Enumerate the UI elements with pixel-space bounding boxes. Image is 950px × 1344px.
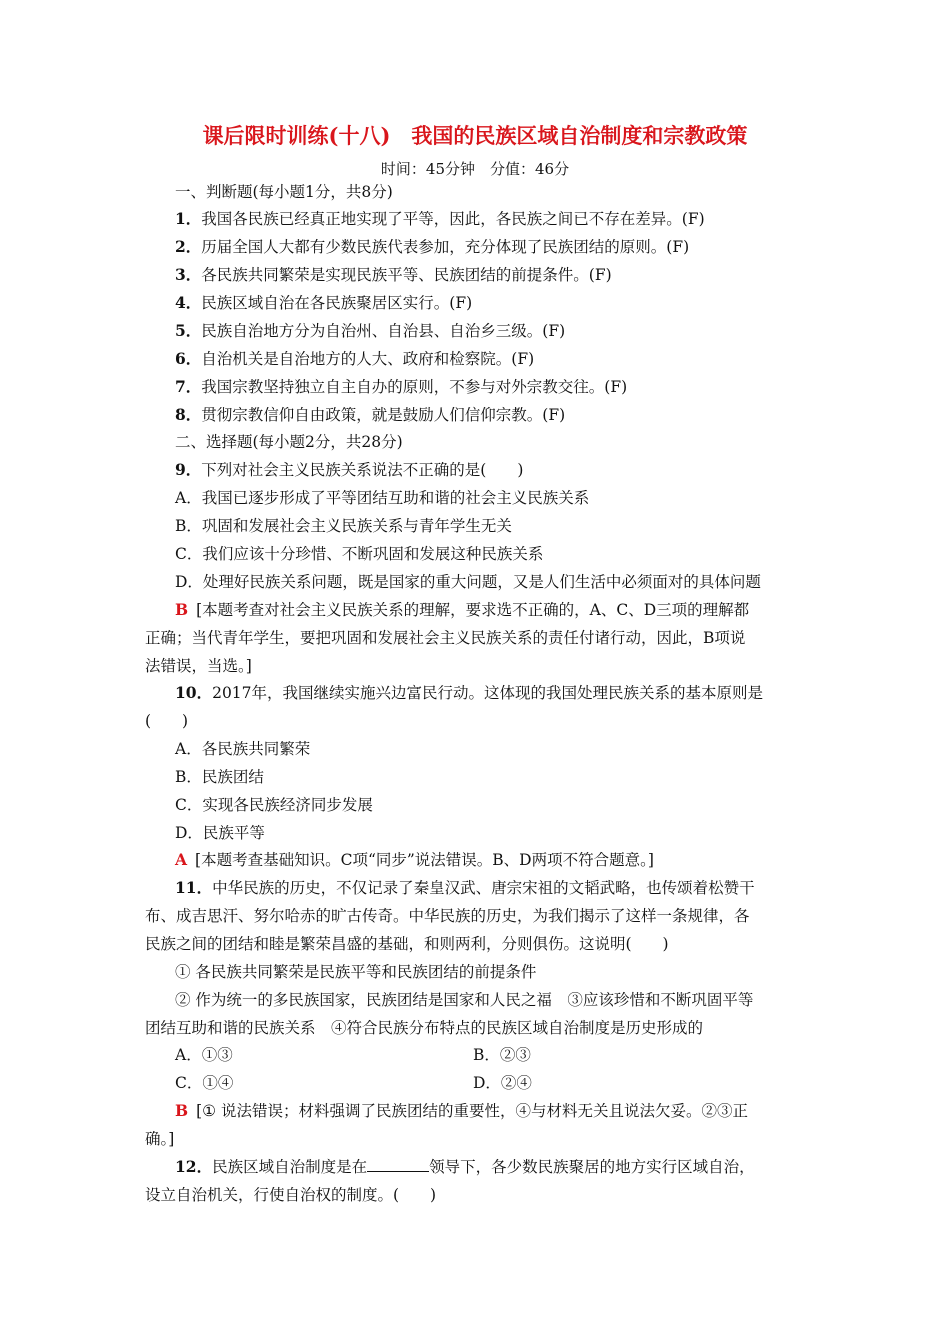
question-12-stem-line-2: 设立自治机关，行使自治权的制度。( )	[145, 1186, 437, 1204]
question-9-explanation-line-2: 正确；当代青年学生，要把巩固和发展社会主义民族关系的责任付诸行动，因此，B项说	[145, 629, 746, 647]
item-number: 4．	[175, 293, 202, 312]
question-text: 下列对社会主义民族关系说法不正确的是( )	[201, 461, 524, 479]
item-number: 2．	[175, 237, 202, 256]
item-number: 8．	[175, 405, 202, 424]
question-10-stem-line-2: ( )	[145, 712, 189, 730]
answer-letter: B	[175, 600, 189, 619]
question-9-option-a: A．我国已逐步形成了平等团结互助和谐的社会主义民族关系	[175, 489, 590, 507]
judgement-item-8	[175, 405, 565, 425]
question-10-option-b: B．民族团结	[175, 768, 264, 786]
item-number: 3．	[175, 265, 202, 284]
judgement-item-6	[175, 349, 534, 369]
item-text: 我国宗教坚持独立自主自办的原则，不参与对外宗教交往。(F)	[201, 378, 628, 396]
question-text-after-blank: 领导下，各少数民族聚居的地方实行区域自治，	[429, 1158, 755, 1176]
question-11-answer	[175, 1101, 748, 1121]
question-11-statement-2: ② 作为统一的多民族国家，民族团结是国家和人民之福 ③应该珍惜和不断巩固平等	[175, 991, 754, 1009]
question-number: 10．	[175, 683, 213, 702]
item-text: 民族区域自治在各民族聚居区实行。(F)	[201, 294, 473, 312]
question-12-stem	[175, 1157, 755, 1177]
judgement-item-2	[175, 237, 689, 257]
item-text: 各民族共同繁荣是实现民族平等、民族团结的前提条件。(F)	[201, 266, 612, 284]
page-title: 课后限时训练(十八) 我国的民族区域自治制度和宗教政策	[202, 123, 748, 148]
item-text: 我国各民族已经真正地实现了平等，因此，各民族之间已不存在差异。(F)	[201, 210, 705, 228]
judgement-item-7	[175, 377, 627, 397]
answer-letter: A	[175, 850, 188, 869]
question-number: 11．	[175, 878, 213, 897]
question-number: 9．	[175, 460, 202, 479]
question-text: 2017年，我国继续实施兴边富民行动。这体现的我国处理民族关系的基本原则是	[212, 684, 764, 702]
item-number: 6．	[175, 349, 202, 368]
question-9-stem	[175, 460, 523, 480]
question-11-stem-line-3: 民族之间的团结和睦是繁荣昌盛的基础，和则两利，分则俱伤。这说明( )	[145, 935, 669, 953]
section-heading-choice: 二、选择题(每小题2分，共28分)	[175, 433, 403, 451]
answer-explanation: [① 说法错误；材料强调了民族团结的重要性，④与材料无关且说法欠妥。②③正	[196, 1102, 748, 1120]
answer-explanation: [本题考查对社会主义民族关系的理解，要求选不正确的，A、C、D三项的理解都	[196, 601, 750, 619]
question-11-stem-line-2: 布、成吉思汗、努尔哈赤的旷古传奇。中华民族的历史，为我们揭示了这样一条规律，各	[145, 907, 750, 925]
question-11-statement-3: 团结互助和谐的民族关系 ④符合民族分布特点的民族区域自治制度是历史形成的	[145, 1019, 704, 1037]
question-10-answer	[175, 850, 654, 870]
question-text: 中华民族的历史，不仅记录了秦皇汉武、唐宗宋祖的文韬武略，也传颂着松赞干	[212, 879, 755, 897]
question-10-stem	[175, 683, 763, 703]
question-11-option-c: C．①④	[175, 1074, 234, 1092]
question-11-explanation-line-2: 确。]	[145, 1130, 175, 1148]
question-9-option-d: D．处理好民族关系问题，既是国家的重大问题，又是人们生活中必须面对的具体问题	[175, 573, 761, 591]
question-11-option-a: A．①③	[175, 1046, 233, 1064]
item-number: 7．	[175, 377, 202, 396]
item-text: 历届全国人大都有少数民族代表参加，充分体现了民族团结的原则。(F)	[201, 238, 690, 256]
item-text: 自治机关是自治地方的人大、政府和检察院。(F)	[201, 350, 535, 368]
item-number: 5．	[175, 321, 202, 340]
item-text: 民族自治地方分为自治州、自治县、自治乡三级。(F)	[201, 322, 566, 340]
question-11-statement-1: ① 各民族共同繁荣是民族平等和民族团结的前提条件	[175, 963, 537, 981]
judgement-item-4	[175, 293, 472, 313]
judgement-item-5	[175, 321, 565, 341]
question-9-option-b: B．巩固和发展社会主义民族关系与青年学生无关	[175, 517, 512, 535]
answer-explanation: [本题考查基础知识。C项“同步”说法错误。B、D两项不符合题意。]	[195, 851, 654, 869]
question-10-option-c: C．实现各民族经济同步发展	[175, 796, 373, 814]
question-10-option-a: A．各民族共同繁荣	[175, 740, 311, 758]
fill-in-blank	[367, 1157, 429, 1172]
item-number: 1．	[175, 209, 202, 228]
item-text: 贯彻宗教信仰自由政策，就是鼓励人们信仰宗教。(F)	[201, 406, 566, 424]
judgement-item-1	[175, 209, 705, 229]
question-11-stem	[175, 878, 755, 898]
answer-letter: B	[175, 1101, 189, 1120]
time-score-line: 时间：45分钟 分值：46分	[380, 160, 570, 178]
question-10-option-d: D．民族平等	[175, 824, 265, 842]
question-9-explanation-line-3: 法错误，当选。]	[145, 657, 252, 675]
section-heading-judgement: 一、判断题(每小题1分，共8分)	[175, 183, 393, 201]
question-text-before-blank: 民族区域自治制度是在	[212, 1158, 368, 1176]
question-11-option-d: D．②④	[473, 1074, 532, 1092]
question-11-option-b: B．②③	[473, 1046, 531, 1064]
judgement-item-3	[175, 265, 612, 285]
question-number: 12．	[175, 1157, 213, 1176]
question-9-option-c: C．我们应该十分珍惜、不断巩固和发展这种民族关系	[175, 545, 544, 563]
question-9-answer	[175, 600, 749, 620]
